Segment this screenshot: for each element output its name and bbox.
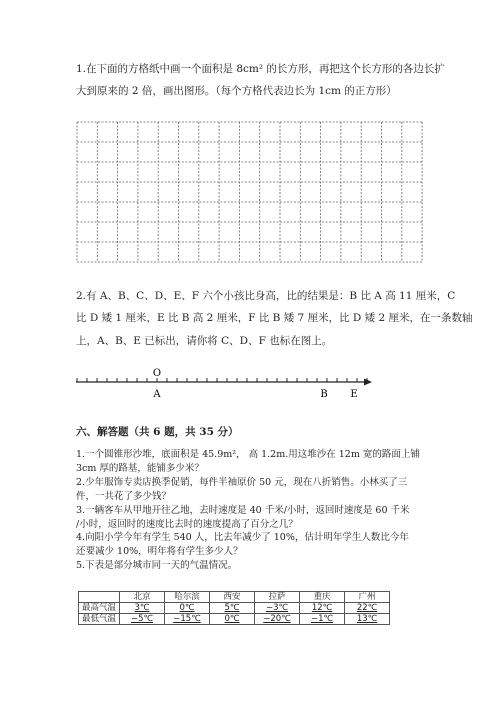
- header-cell: 重庆: [300, 592, 345, 603]
- point-b-label: B: [320, 389, 328, 400]
- p3-line1: 3.一辆客车从甲地开往乙地，去时速度是 40 千米/小时，返回时速度是 60 千米: [76, 505, 410, 516]
- q2-line3: 上，A、B、E 已标出，请你将 C、D、F 也标在图上。: [76, 335, 333, 347]
- point-a-label: A: [153, 389, 161, 400]
- q1-line2: 大到原来的 2 倍，画出图形。（每个方格代表边长为 1cm 的正方形）: [76, 85, 397, 97]
- p1-line1: 1.一个圆锥形沙堆，底面积是 45.9m²， 高 1.2m.用这堆沙在 12m 宽的路面上铺: [76, 449, 420, 460]
- cell-value: 5℃: [224, 603, 240, 613]
- header-cell: 北京: [120, 592, 165, 603]
- p2-line2: 件，一共花了多少钱？: [76, 491, 172, 502]
- p4-line2: 还要减少 10%，明年将有学生多少人？: [76, 546, 243, 557]
- table-row: [79, 603, 390, 614]
- cell-value: 12℃: [311, 603, 333, 613]
- header-cell: 广州: [345, 592, 390, 603]
- p3-line2: /小时，返回时的速度比去时的速度提高了百分之几？: [76, 519, 298, 530]
- p2-line1: 2.少年服饰专卖店换季促销，每件半袖原价 50 元，现在八折销售。小林买了三: [76, 477, 408, 488]
- weather-table: [78, 591, 390, 625]
- table-header-row: [79, 592, 390, 603]
- header-cell: 西安: [210, 592, 255, 603]
- cell-value: −20℃: [263, 614, 291, 624]
- table-corner-cell: [79, 592, 120, 603]
- header-cell: 哈尔滨: [165, 592, 210, 603]
- cell-value: −3℃: [265, 603, 289, 613]
- row-label-low: 最低气温: [79, 614, 120, 625]
- cell-value: −15℃: [173, 614, 201, 624]
- grid-paper: [76, 121, 424, 263]
- p5-line: 5.下表是部分城市同一天的气温情况。: [76, 560, 238, 571]
- point-e-label: E: [350, 389, 358, 400]
- row-label-high: 最高气温: [79, 603, 120, 614]
- cell-value: 0℃: [224, 614, 240, 624]
- cell-value: 13℃: [356, 614, 378, 624]
- q2-line2: 比 D 矮 1 厘米，E 比 B 高 2 厘米，F 比 B 矮 7 厘米，比 D 矮 2 厘米，在一条数轴: [76, 312, 473, 324]
- section6-title: 六、解答题（共 6 题，共 35 分）: [76, 426, 239, 438]
- header-cell: 拉萨: [255, 592, 300, 603]
- p4-line1: 4.向阳小学今年有学生 540 人，比去年减少了 10%，估计明年学生人数比今年: [76, 532, 409, 543]
- cell-value: 3℃: [134, 603, 150, 613]
- p1-line2: 3cm 厚的路基，能铺多少米？: [76, 463, 204, 474]
- cell-value: 0℃: [179, 603, 195, 613]
- origin-label: O: [152, 368, 162, 379]
- q2-line1: 2.有 A、B、C、D、E、F 六个小孩比身高，比的结果是：B 比 A 高 11 厘米，C: [76, 290, 456, 302]
- cell-value: −5℃: [130, 614, 154, 624]
- q1-line1: 1.在下面的方格纸中画一个面积是 8cm² 的长方形，再把这个长方形的各边长扩: [76, 63, 445, 75]
- number-line: [72, 366, 376, 400]
- cell-value: −1℃: [310, 614, 334, 624]
- table-row: [79, 614, 390, 625]
- arrow-right-icon: [364, 379, 372, 386]
- cell-value: 22℃: [356, 603, 378, 613]
